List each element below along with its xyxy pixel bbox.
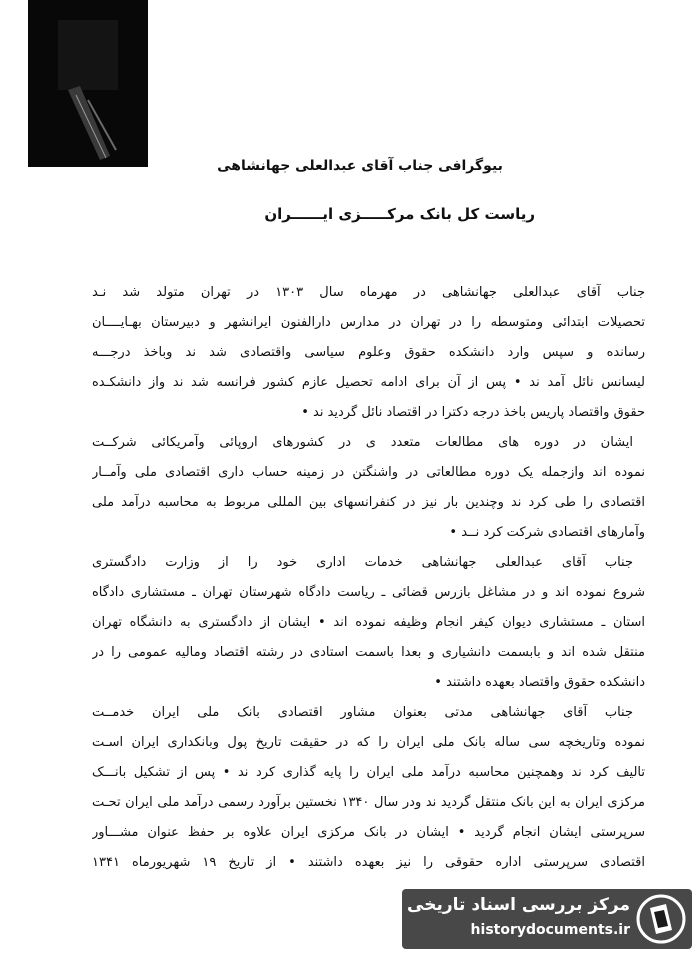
body-line: جناب آقای عبدالعلی جهانشاهی در مهرماه سال ۱۳۰۳ در تهران متولد شد نـد xyxy=(92,285,645,300)
watermark xyxy=(402,889,692,949)
body-line: ایشان در دوره های مطالعات متعدد ی در کشورهای اروپائی وآمریکائی شرکــت xyxy=(92,435,633,450)
body-line: وآمارهای اقتصادی شرکت کرد نــد • xyxy=(449,525,645,540)
body-line: جناب آقای عبدالعلی جهانشاهی خدمات اداری خود را از وزارت دادگستری xyxy=(92,555,633,570)
body-line: تالیف کرد ند وهمچنین محاسبه درآمد ملی ایران را پایه گذاری کرد ند • پس از تشکیل بانـــک xyxy=(92,765,645,780)
body-line: تحصیلات ابتدائی ومتوسطه را در تهران در مدارس دارالفنون ایرانشهر و دبیرستان بهـایــــان xyxy=(92,315,645,330)
body-line: دانشکده حقوق واقتصاد بعهده داشتند • xyxy=(434,675,645,690)
body-line: رسانده و سپس وارد دانشکده حقوق وعلوم سیاسی واقتصادی شد ند وباخذ درجـــه xyxy=(92,345,645,360)
watermark-title: مرکز بررسی اسناد تاریخی xyxy=(407,895,630,915)
document-subtitle: ریاست کل بانک مرکـــــزی ایــــــران xyxy=(264,205,535,223)
body-line: مرکزی ایران به این بانک منتقل گردید ند ودر سال ۱۳۴۰ نخستین برآورد رسمی درآمد ملی ایران تحـت xyxy=(92,795,645,810)
portrait-photo xyxy=(28,0,148,167)
body-line: حقوق واقتصاد پاریس باخذ درجه دکترا در اقتصاد نائل گردید ند • xyxy=(301,405,645,420)
body-line: لیسانس نائل آمد ند • پس از آن برای ادامه تحصیل عازم کشور فرانسه شد ند واز دانشکـده xyxy=(92,375,645,390)
document-title: بیوگرافی جناب آقای عبدالعلی جهانشاهی xyxy=(217,158,503,174)
body-line: اقتصادی سرپرستی اداره حقوقی را نیز بعهده داشتند • از تاریخ ۱۹ شهریورماه ۱۳۴۱ xyxy=(92,855,645,870)
body-line: سرپرستی ایشان انجام گردید • ایشان در بانک مرکزی ایران علاوه بر حفظ عنوان مشـــاور xyxy=(92,825,645,840)
body-line: منتقل شده اند و بابسمت دانشیاری و بعدا باسمت استادی در رشته اقتصاد ومالیه عمومی را در xyxy=(92,645,645,660)
body-line: جناب آقای جهانشاهی مدتی بعنوان مشاور اقتصادی بانک ملی ایران خدمــت xyxy=(92,705,633,720)
body-line: استان ـ مستشاری دیوان کیفر انجام وظیفه نموده اند • ایشان از دادگستری به دانشگاه تهران xyxy=(92,615,645,630)
body-line: نموده اند وازجمله یک دوره مطالعاتی در واشنگتن در زمینه حساب داری اقتصادی ملی وآمــار xyxy=(92,465,645,480)
document-body xyxy=(92,278,645,878)
archive-logo-icon xyxy=(636,894,686,944)
body-line: اقتصادی را طی کرد ند وچندین بار نیز در کنفرانسهای بین المللی مربوط به محاسبه درآمد ملی xyxy=(92,495,645,510)
watermark-url: historydocuments.ir xyxy=(470,922,630,938)
body-line: شروع نموده اند و در مشاغل بازرس قضائی ـ ریاست دادگاه شهرستان تهران ـ مستشاری دادگاه xyxy=(92,585,645,600)
body-line: نموده وتاریخچه سی ساله بانک ملی ایران را که در حقیقت تاریخ پول وبانکداری ایران اسـت xyxy=(92,735,645,750)
